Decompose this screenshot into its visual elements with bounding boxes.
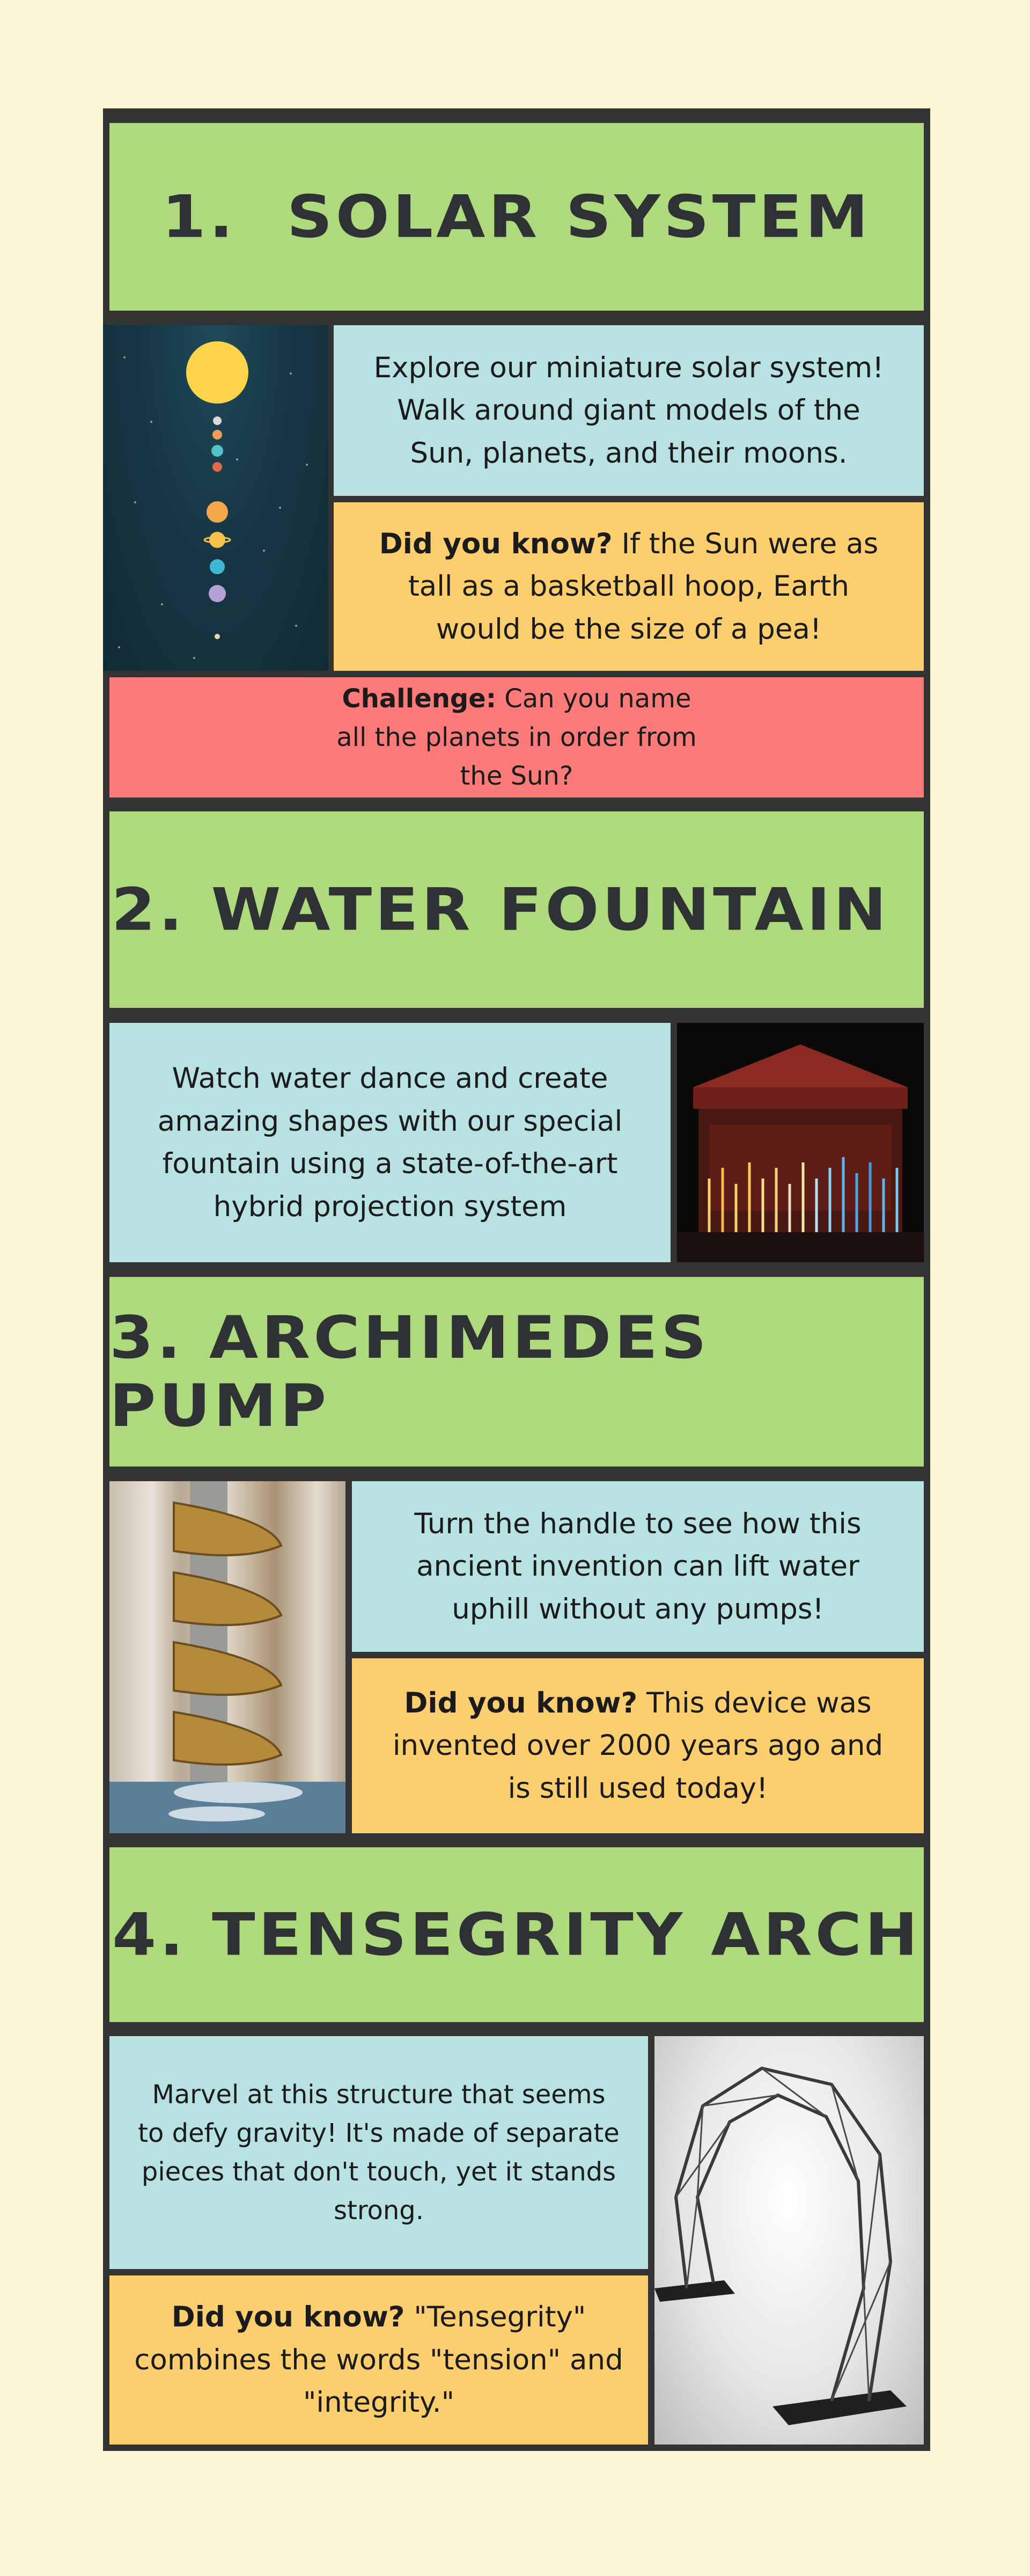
fountain-photo (677, 1023, 924, 1262)
section-4-title-text: 4. TENSEGRITY ARCH (112, 1900, 921, 1969)
section-1-description (334, 325, 924, 496)
tensegrity-arch-photo (654, 2036, 924, 2445)
section-2-description-text: Watch water dance and create amazing shapes with our special fountain using a state-of-the-art hybrid projection system (157, 1062, 623, 1223)
section-2-description (109, 1023, 671, 1262)
section-1-description-text: Explore our miniature solar system! Walk around giant models of the Sun, planets, and their moons. (373, 351, 884, 470)
fact-label: Did you know? (404, 1686, 638, 1719)
section-1-challenge (109, 677, 924, 797)
section-3-fact-text (389, 1682, 886, 1810)
challenge-body: Can you name all the planets in order from the Sun? (336, 684, 697, 791)
section-3-description-text: Turn the handle to see how this ancient invention can lift water uphill without any pumps! (414, 1507, 862, 1626)
section-4-fact (109, 2275, 648, 2445)
archimedes-screw-photo (109, 1481, 345, 1833)
section-1-fact (334, 502, 924, 671)
section-4-description-text: Marvel at this structure that seems to defy gravity! It's made of separate pieces that don't touch, yet it stands strong. (138, 2080, 620, 2226)
section-1-title-text: 1. SOLAR SYSTEM (161, 182, 872, 251)
archimedes-screw-icon (109, 1481, 345, 1833)
section-2-title (109, 811, 924, 1008)
section-1-title (109, 123, 924, 311)
section-1-fact-text (371, 523, 886, 651)
solar-system-illustration (103, 325, 328, 671)
fountain-icon (677, 1023, 924, 1262)
fact-body: If the Sun were as tall as a basketball hoop, Earth would be the size of a pea! (408, 527, 879, 646)
fact-body: This device was invented over 2000 years ago and is still used today! (392, 1686, 884, 1805)
infographic-frame (103, 108, 930, 2451)
section-3-fact (352, 1658, 924, 1833)
section-2-title-text: 2. WATER FOUNTAIN (111, 875, 890, 944)
fact-label: Did you know? (171, 2301, 405, 2334)
section-4-description (109, 2036, 648, 2269)
section-3-title (109, 1277, 924, 1466)
solar-system-icon (103, 325, 328, 671)
section-4-fact-text (131, 2296, 627, 2424)
challenge-label: Challenge: (342, 684, 497, 714)
tensegrity-arch-icon (654, 2036, 924, 2445)
fact-label: Did you know? (379, 527, 613, 560)
section-4-title (109, 1847, 924, 2022)
section-3-title-text: 3. ARCHIMEDES PUMP (109, 1304, 710, 1440)
section-1-challenge-text (324, 679, 709, 795)
fact-body: "Tensegrity" combines the words "tension" and "integrity." (134, 2301, 623, 2419)
section-3-description (352, 1481, 924, 1652)
